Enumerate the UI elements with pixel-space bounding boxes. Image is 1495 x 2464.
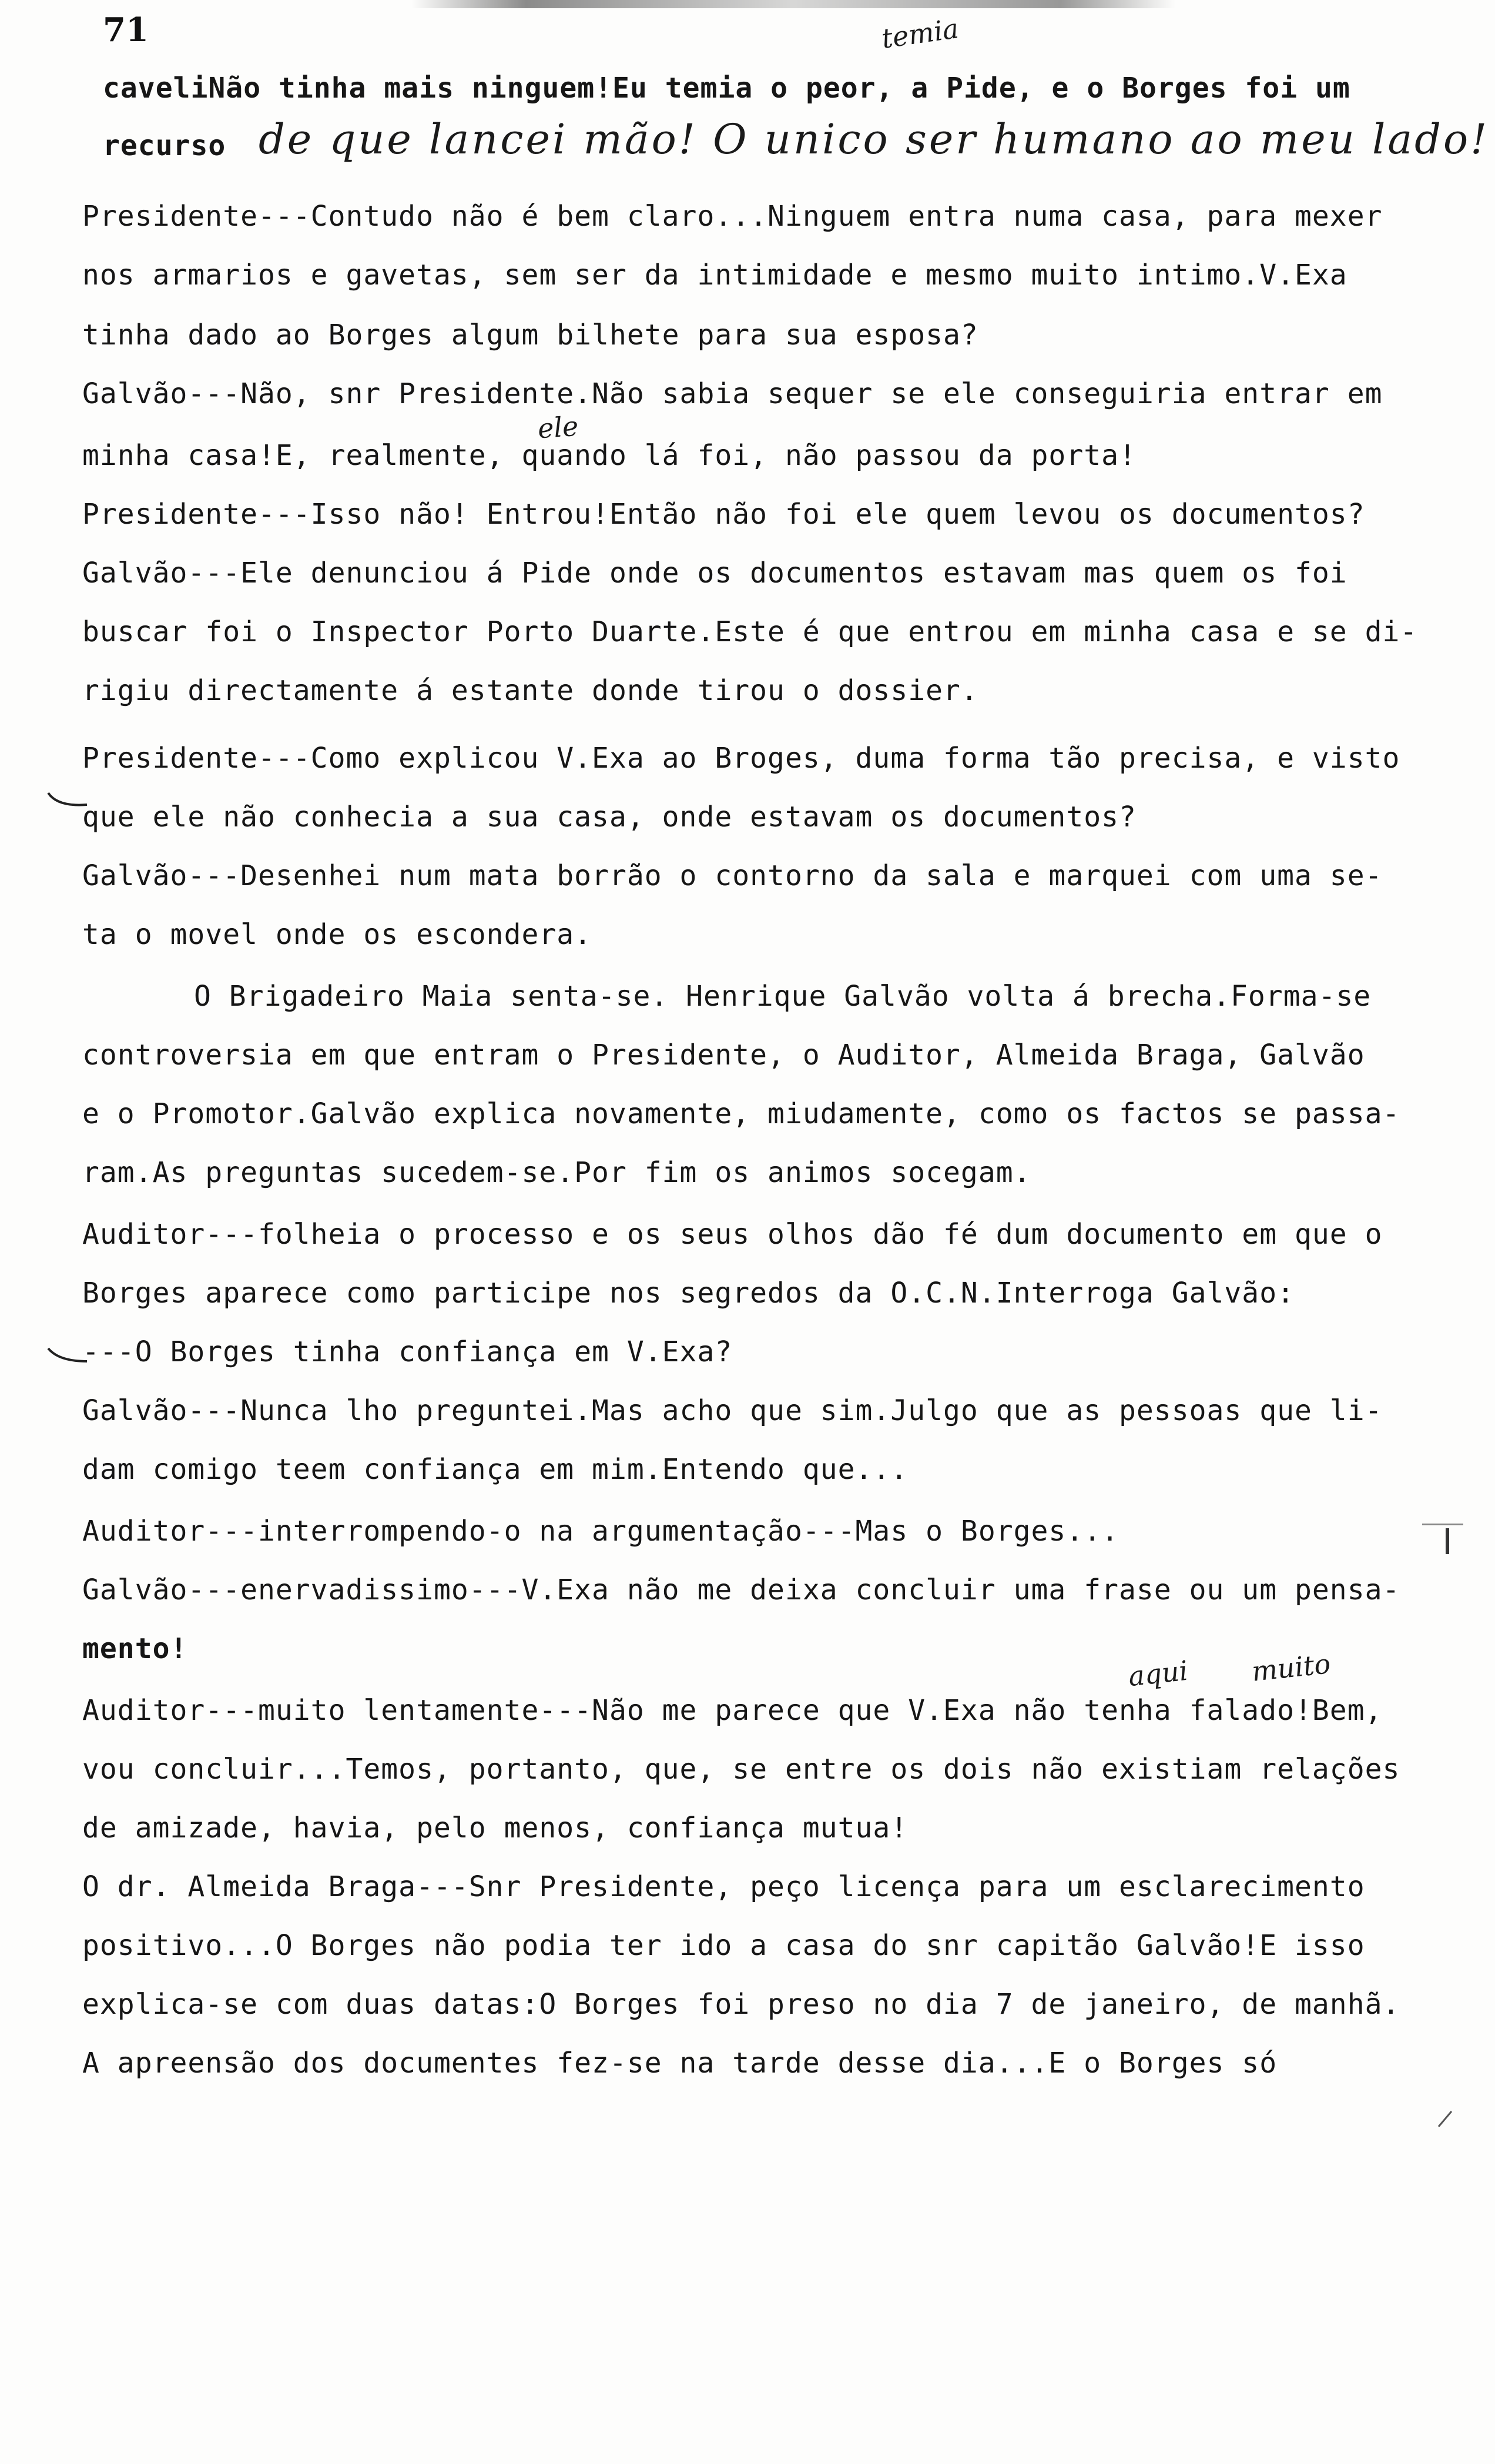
typed-line-17: controversia em que entram o Presidente, o Auditor, Almeida Braga, Galvão — [82, 1039, 1365, 1072]
typed-line-31: O dr. Almeida Braga---Snr Presidente, peço licença para um esclarecimento — [82, 1870, 1365, 1903]
typed-line-32: positivo...O Borges não podia ter ido a casa do snr capitão Galvão!E isso — [82, 1929, 1365, 1962]
typed-line-23: Galvão---Nunca lho preguntei.Mas acho que sim.Julgo que as pessoas que li- — [82, 1394, 1383, 1427]
typed-line-1: caveliNão tinha mais ninguem!Eu temia o peor, a Pide, e o Borges foi um — [103, 72, 1350, 105]
typed-line-4: nos armarios e gavetas, sem ser da intimidade e mesmo muito intimo.V.Exa — [82, 259, 1347, 292]
typed-line-16: O Brigadeiro Maia senta-se. Henrique Galvão volta á brecha.Forma-se — [194, 980, 1372, 1013]
typed-line-26: Galvão---enervadissimo---V.Exa não me deixa concluir uma frase ou um pensa- — [82, 1574, 1400, 1606]
handwritten-annotation-line-2: de que lancei mão! O unico ser humano ao meu lado! — [259, 115, 1490, 163]
typed-line-33: explica-se com duas datas:O Borges foi preso no dia 7 de janeiro, de manhã. — [82, 1988, 1400, 2021]
typed-line-7: minha casa!E, realmente, quando lá foi, não passou da porta! — [82, 439, 1137, 472]
typed-line-10: buscar foi o Inspector Porto Duarte.Este é que entrou em minha casa e se di- — [82, 615, 1418, 648]
typed-line-28: Auditor---muito lentamente---Não me parece que V.Exa não tenha falado!Bem, — [82, 1694, 1383, 1727]
typed-line-27: mento! — [82, 1632, 188, 1665]
typed-line-12: Presidente---Como explicou V.Exa ao Broges, duma forma tão precisa, e visto — [82, 742, 1400, 775]
typed-line-9: Galvão---Ele denunciou á Pide onde os documentos estavam mas quem os foi — [82, 557, 1347, 590]
typed-line-30: de amizade, havia, pelo menos, confiança mutua! — [82, 1812, 909, 1844]
typed-line-2: recurso — [103, 129, 226, 162]
typed-line-14: Galvão---Desenhei num mata borrão o contorno da sala e marquei com uma se- — [82, 859, 1383, 892]
page-number: 71 — [103, 11, 149, 49]
typed-line-3: Presidente---Contudo não é bem claro...Ninguem entra numa casa, para mexer — [82, 200, 1383, 233]
bottom-margin-mark — [1434, 2110, 1457, 2128]
handwritten-correction-ele: ele — [537, 410, 579, 445]
typed-line-20: Auditor---folheia o processo e os seus olhos dão fé dum documento em que o — [82, 1218, 1383, 1251]
typed-line-21: Borges aparece como participe nos segredos da O.C.N.Interroga Galvão: — [82, 1277, 1295, 1310]
right-margin-dash — [1422, 1524, 1463, 1525]
typed-line-5: tinha dado ao Borges algum bilhete para sua esposa? — [82, 319, 978, 351]
typed-line-18: e o Promotor.Galvão explica novamente, miudamente, como os factos se passa- — [82, 1097, 1400, 1130]
handwritten-correction-aqui: aqui — [1127, 1654, 1189, 1693]
typed-line-13: que ele não conhecia a sua casa, onde estavam os documentos? — [82, 801, 1137, 833]
scan-edge-smudge — [411, 0, 1175, 8]
typed-line-34: A apreensão dos documentes fez-se na tarde desse dia...E o Borges só — [82, 2047, 1278, 2080]
typed-line-15: ta o movel onde os escondera. — [82, 918, 592, 951]
typed-line-6: Galvão---Não, snr Presidente.Não sabia sequer se ele conseguiria entrar em — [82, 377, 1383, 410]
typed-line-29: vou concluir...Temos, portanto, que, se entre os dois não existiam relações — [82, 1753, 1400, 1786]
typed-line-19: ram.As preguntas sucedem-se.Por fim os animos socegam. — [82, 1156, 1031, 1189]
typed-line-22: ---O Borges tinha confiança em V.Exa? — [82, 1335, 733, 1368]
right-margin-tick — [1446, 1528, 1449, 1554]
typed-line-11: rigiu directamente á estante donde tirou o dossier. — [82, 674, 978, 707]
handwritten-correction-temia: temia — [879, 12, 961, 55]
handwritten-correction-muito: muito — [1250, 1648, 1332, 1688]
typed-line-25: Auditor---interrompendo-o na argumentação---Mas o Borges... — [82, 1515, 1119, 1548]
typed-line-24: dam comigo teem confiança em mim.Entendo que... — [82, 1453, 909, 1486]
typed-line-8: Presidente---Isso não! Entrou!Então não foi ele quem levou os documentos? — [82, 498, 1365, 531]
